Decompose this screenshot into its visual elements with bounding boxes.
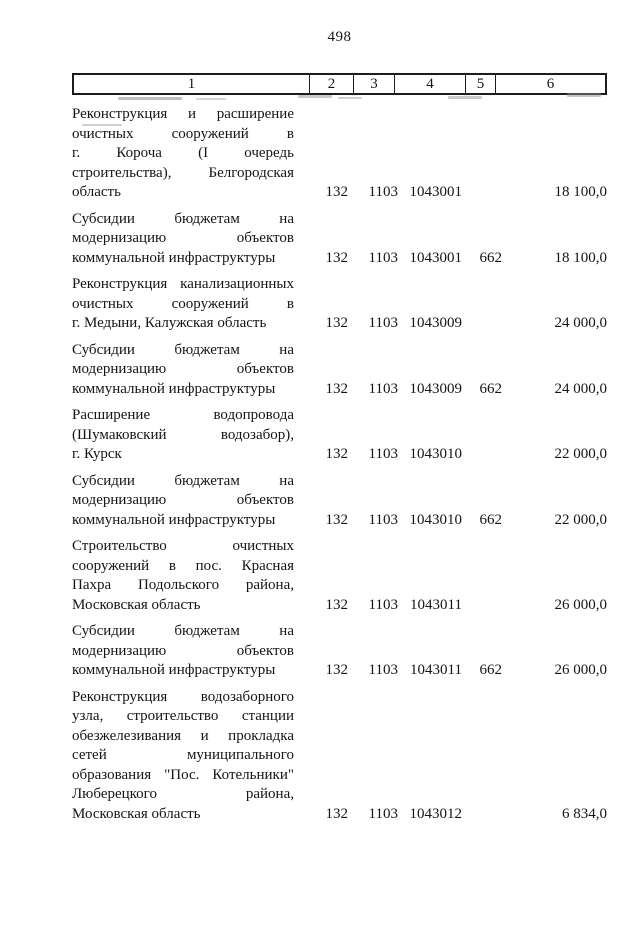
row-name (72, 537, 308, 615)
cell-section-code: 1103 (368, 596, 398, 613)
table-row (72, 688, 607, 825)
row-name-line: очистных сооружений в (72, 295, 294, 312)
table-row (72, 210, 607, 269)
row-name-line: модернизацию объектов (72, 361, 294, 377)
table-row (72, 537, 607, 615)
row-name-line: Пахра Подольского района, (72, 577, 294, 593)
cell-target-article: 1043011 (410, 596, 462, 613)
table-row (72, 406, 607, 465)
cell-section-code: 1103 (368, 446, 398, 462)
row-name-line: (Шумаковский водозабор), (72, 426, 294, 443)
header-cell-5: 5 (465, 75, 495, 93)
row-name-line: сетей муниципального (72, 747, 294, 763)
cell-section-code: 1103 (368, 380, 398, 397)
cell-amount: 24 000,0 (554, 380, 607, 397)
document-page (72, 27, 607, 824)
cell-expense-type: 662 (479, 662, 502, 678)
row-name-line: Субсидии бюджетам на (72, 623, 294, 639)
row-name (72, 688, 308, 825)
cell-target-article: 1043012 (409, 805, 462, 822)
row-name-line: Люберецкого района, (72, 786, 294, 802)
row-name-line: коммунальной инфраструктуры (72, 249, 276, 266)
cell-chapter-code: 132 (325, 511, 348, 528)
budget-table-header (72, 73, 607, 95)
row-name-line: Субсидии бюджетам на (72, 472, 294, 489)
cell-chapter-code: 132 (325, 805, 348, 822)
row-name-line: г. Медыни, Калужская область (72, 315, 267, 331)
cell-target-article: 1043011 (410, 662, 462, 678)
table-row (72, 472, 607, 531)
cell-target-article: 1043009 (409, 380, 462, 397)
cell-section-code: 1103 (368, 249, 398, 266)
cell-chapter-code: 132 (325, 596, 348, 613)
row-name-line: коммунальной инфраструктуры (72, 380, 276, 397)
row-name (72, 275, 308, 334)
cell-expense-type: 662 (479, 249, 502, 266)
row-name-line: модернизацию объектов (72, 492, 294, 508)
header-cell-1: 1 (187, 76, 196, 92)
row-name-line: модернизацию объектов (72, 642, 294, 659)
row-name-line: модернизацию объектов (72, 230, 294, 246)
cell-chapter-code: 132 (325, 315, 348, 331)
table-row (72, 341, 607, 400)
cell-section-code: 1103 (368, 511, 398, 528)
row-name-line: коммунальной инфраструктуры (72, 511, 276, 528)
row-name-line: узла, строительство станции (72, 708, 294, 724)
cell-section-code: 1103 (368, 662, 398, 678)
cell-target-article: 1043001 (409, 184, 462, 200)
header-cell-2: 2 (309, 75, 353, 93)
cell-section-code: 1103 (368, 315, 398, 331)
row-name-line: коммунальной инфраструктуры (72, 662, 276, 678)
cell-amount: 22 000,0 (554, 446, 607, 462)
cell-chapter-code: 132 (325, 662, 348, 678)
cell-chapter-code: 132 (325, 249, 348, 266)
row-name-line: Московская область (72, 805, 201, 822)
cell-chapter-code: 132 (325, 380, 348, 397)
table-row (72, 275, 607, 334)
cell-target-article: 1043010 (409, 511, 462, 528)
row-name-line: Реконструкция и расширение (72, 106, 294, 122)
table-row (72, 105, 607, 203)
cell-section-code: 1103 (368, 805, 398, 822)
table-row (72, 622, 607, 681)
row-name-line: г. Короча (I очередь (72, 145, 294, 161)
row-name-line: Субсидии бюджетам на (72, 341, 294, 358)
cell-expense-type: 662 (479, 380, 502, 397)
row-name (72, 210, 308, 269)
cell-amount: 26 000,0 (554, 662, 607, 678)
row-name (72, 472, 308, 531)
row-name-line: Реконструкция водозаборного (72, 688, 294, 705)
cell-target-article: 1043010 (409, 446, 462, 462)
row-name (72, 406, 308, 465)
cell-chapter-code: 132 (325, 184, 348, 200)
cell-section-code: 1103 (368, 184, 398, 200)
row-name-line: Реконструкция канализационных (72, 276, 294, 292)
row-name (72, 341, 308, 400)
cell-expense-type: 662 (479, 511, 502, 528)
header-cell-4: 4 (394, 75, 465, 93)
cell-target-article: 1043009 (409, 315, 462, 331)
cell-amount: 6 834,0 (562, 805, 607, 822)
row-name-line: Московская область (72, 596, 201, 613)
header-cell-6: 6 (495, 75, 605, 93)
cell-amount: 18 100,0 (554, 249, 607, 266)
row-name-line: сооружений в пос. Красная (72, 557, 294, 574)
row-name-line: г. Курск (72, 446, 122, 462)
page-number: 498 (327, 29, 352, 45)
cell-amount: 26 000,0 (554, 596, 607, 613)
cell-target-article: 1043001 (409, 249, 462, 266)
row-name-line: обезжелезивания и прокладка (72, 727, 294, 744)
row-name-line: строительства), Белгородская (72, 164, 294, 181)
cell-amount: 18 100,0 (554, 184, 607, 200)
row-name (72, 105, 308, 203)
row-name (72, 622, 308, 681)
row-name-line: очистных сооружений в (72, 125, 294, 142)
row-name-line: Расширение водопровода (72, 407, 294, 423)
cell-amount: 22 000,0 (554, 511, 607, 528)
header-cell-3: 3 (353, 75, 394, 93)
cell-amount: 24 000,0 (554, 315, 607, 331)
row-name-line: Строительство очистных (72, 538, 294, 554)
row-name-line: Субсидии бюджетам на (72, 210, 294, 227)
row-name-line: образования "Пос. Котельники" (72, 766, 294, 783)
budget-table-body (72, 105, 607, 824)
row-name-line: область (72, 184, 121, 200)
cell-chapter-code: 132 (325, 446, 348, 462)
